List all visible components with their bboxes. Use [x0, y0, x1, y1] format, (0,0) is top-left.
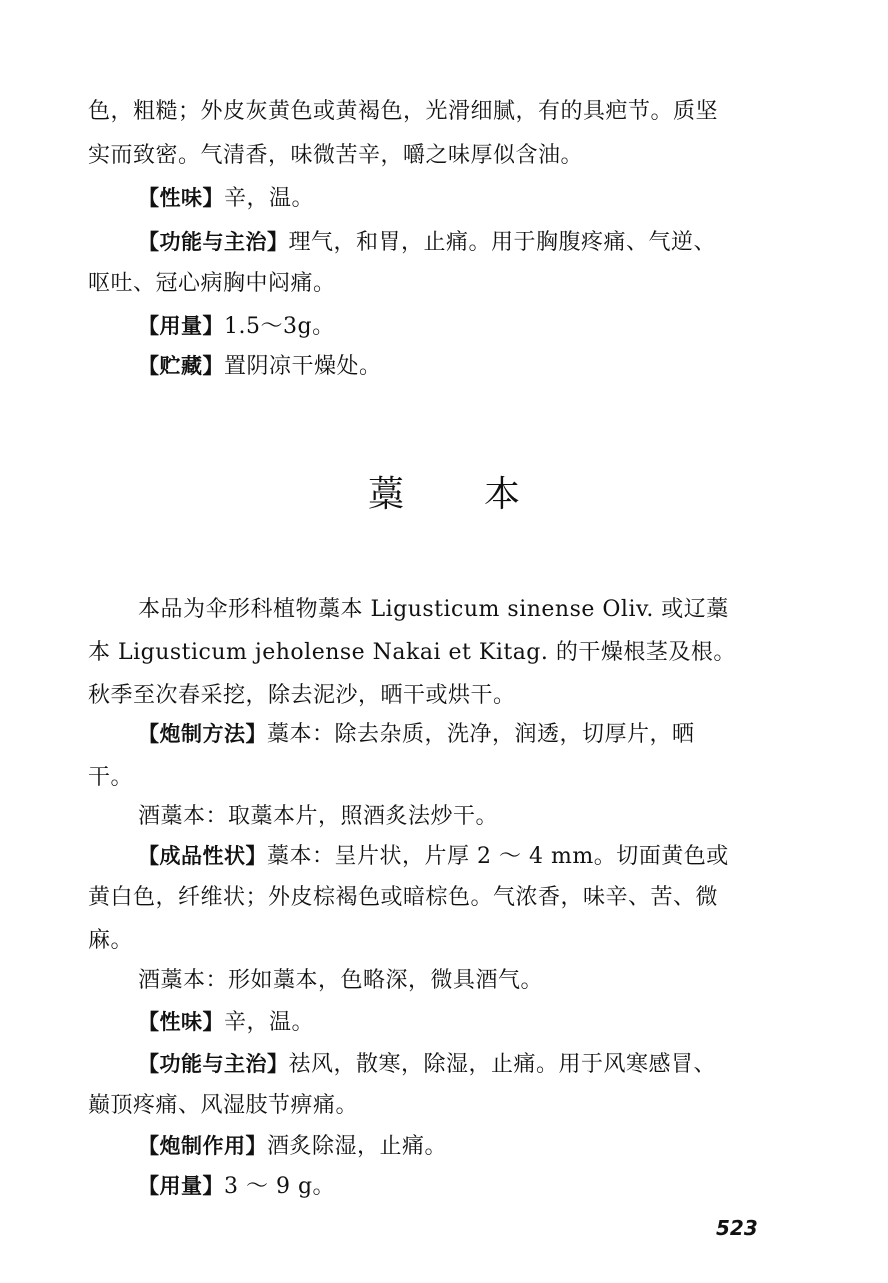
entry-flavor-label: 【性味】 [138, 1010, 224, 1034]
function-entry [138, 226, 788, 259]
entry-dosage-text: 3 ～ 9 g。 [224, 1174, 336, 1199]
storage-text: 置阴凉干燥处。 [224, 354, 382, 379]
entry-function-label: 【功能与主治】 [138, 1052, 289, 1076]
entry-dosage-label: 【用量】 [138, 1174, 224, 1198]
appearance-label: 【成品性状】 [138, 844, 267, 868]
entry-function-text-line-2: 巅顶疼痛、风湿肢节痹痛。 [88, 1093, 359, 1118]
appearance-text-line-2: 黄白色，纤维状；外皮棕褐色或暗棕色。气浓香，味辛、苦、微 [88, 885, 719, 910]
entry-dosage [138, 1170, 788, 1203]
entry-title: 藁本 [367, 474, 600, 515]
processing-effect-text: 酒炙除湿，止痛。 [267, 1134, 448, 1159]
appearance-text-line-3: 麻。 [88, 928, 134, 953]
function-text-line-2: 呕吐、冠心病胸中闷痛。 [88, 271, 336, 296]
appearance-entry [138, 840, 788, 873]
continuation-line-2: 实而致密。气清香，味微苦辛，嚼之味厚似含油。 [88, 143, 584, 168]
wine-processing: 酒藁本：取藁本片，照酒炙法炒干。 [138, 804, 499, 829]
processing-label: 【炮制方法】 [138, 722, 267, 746]
processing-effect-label: 【炮制作用】 [138, 1134, 267, 1158]
dosage-entry [138, 310, 788, 343]
processing-effect-entry [138, 1130, 788, 1163]
page-number: 523 [716, 1216, 758, 1240]
intro-line-1: 本品为伞形科植物藁本 Ligusticum sinense Oliv. 或辽藁 [138, 597, 729, 622]
dosage-label: 【用量】 [138, 314, 224, 338]
continuation-line-1: 色，粗糙；外皮灰黄色或黄褐色，光滑细腻，有的具疤节。质坚 [88, 99, 719, 124]
flavor-text: 辛，温。 [224, 186, 315, 211]
processing-text-line-1: 藁本：除去杂质，洗净，润透，切厚片，晒 [267, 722, 695, 747]
function-text-line-1: 理气，和胃，止痛。用于胸腹疼痛、气逆、 [288, 230, 717, 255]
dosage-text: 1.5～3g。 [224, 314, 335, 339]
wine-appearance: 酒藁本：形如藁本，色略深，微具酒气。 [138, 968, 544, 993]
intro-line-3: 秋季至次春采挖，除去泥沙，晒干或烘干。 [88, 683, 516, 708]
flavor-entry [138, 182, 788, 215]
entry-function-text-line-1: 祛风，散寒，除湿，止痛。用于风寒感冒、 [288, 1052, 717, 1077]
storage-entry [138, 350, 788, 383]
processing-text-line-2: 干。 [88, 765, 134, 790]
entry-flavor [138, 1006, 788, 1039]
appearance-text-line-1: 藁本：呈片状，片厚 2 ～ 4 mm。切面黄色或 [267, 844, 729, 869]
intro-line-2: 本 Ligusticum jeholense Nakai et Kitag. 的干燥根茎及根。 [88, 640, 736, 665]
storage-label: 【贮藏】 [138, 354, 224, 378]
entry-flavor-text: 辛，温。 [224, 1010, 315, 1035]
entry-function [138, 1048, 788, 1081]
function-label: 【功能与主治】 [138, 230, 289, 254]
flavor-label: 【性味】 [138, 186, 224, 210]
processing-entry [138, 718, 788, 751]
